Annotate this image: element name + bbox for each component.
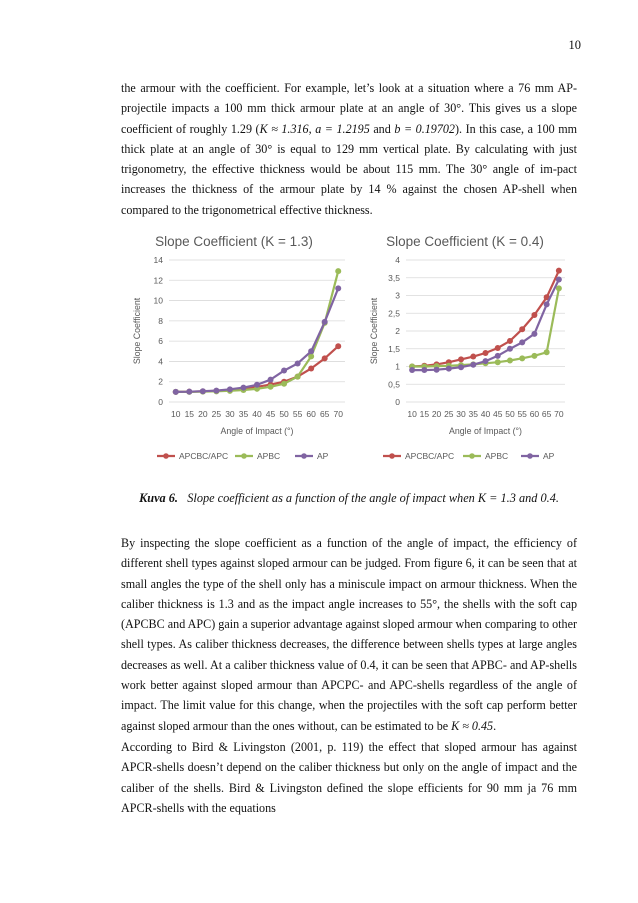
right-chart-data-point — [544, 349, 550, 355]
left-chart-x-tick-label: 25 — [211, 409, 222, 419]
left-chart-legend-marker — [301, 453, 307, 459]
paragraph-1-text-c: and — [369, 121, 395, 136]
right-chart-data-point — [446, 366, 452, 372]
right-chart-y-tick-label: 2 — [395, 326, 400, 336]
right-chart-legend-marker — [469, 453, 475, 459]
right-chart-x-tick-label: 10 — [407, 409, 417, 419]
right-chart-x-axis-label: Angle of Impact (°) — [449, 426, 522, 436]
left-chart-legend-label: AP — [317, 451, 329, 461]
left-chart-data-point — [254, 382, 260, 388]
right-chart-legend-marker — [389, 453, 395, 459]
chart-k-0-4 — [358, 220, 588, 478]
right-chart-legend-label: AP — [543, 451, 555, 461]
right-chart-legend-label: APCBC/APC — [405, 451, 455, 461]
left-chart-legend-marker — [163, 453, 169, 459]
right-chart-x-tick-label: 60 — [529, 409, 540, 419]
left-chart-title: Slope Coefficient (K = 1.3) — [155, 234, 313, 249]
left-chart-data-point — [200, 388, 206, 394]
right-chart-data-point — [409, 367, 415, 373]
left-chart-x-tick-label: 20 — [198, 409, 208, 419]
left-chart-y-tick-label: 4 — [158, 356, 163, 367]
left-chart-x-tick-label: 35 — [238, 409, 249, 419]
right-chart-x-tick-label: 35 — [468, 409, 479, 419]
left-chart-x-tick-label: 60 — [306, 409, 316, 419]
left-chart-data-point — [295, 360, 301, 366]
left-chart-data-point — [240, 385, 246, 391]
left-chart-y-axis-label: Slope Coefficient — [132, 297, 142, 365]
right-chart-data-point — [507, 346, 513, 352]
right-chart-data-point — [519, 339, 525, 345]
right-chart-data-point — [531, 353, 537, 359]
right-chart-data-point — [556, 277, 562, 283]
left-chart-y-tick-label: 2 — [158, 376, 163, 387]
right-chart-data-point — [495, 359, 501, 365]
right-chart-data-point — [434, 367, 440, 373]
left-chart-y-tick-label: 0 — [158, 397, 163, 407]
paragraph-2-text-b: . — [493, 718, 497, 733]
right-chart-data-point — [495, 345, 501, 351]
left-chart-y-tick-label: 8 — [158, 315, 163, 326]
left-chart-data-point — [308, 366, 314, 372]
left-chart-x-tick-label: 15 — [184, 409, 195, 419]
left-chart-x-axis-label: Angle of Impact (°) — [220, 426, 294, 436]
paragraph-2 — [121, 533, 577, 736]
right-chart-legend-label: APBC — [485, 451, 509, 461]
left-chart-data-point — [308, 348, 314, 354]
caption-label: Kuva 6. — [139, 491, 179, 505]
paragraph-1 — [121, 78, 577, 220]
left-chart-x-tick-label: 40 — [252, 409, 262, 419]
right-chart-data-point — [470, 362, 476, 368]
right-chart-x-tick-label: 50 — [505, 409, 515, 419]
right-chart-y-tick-label: 1,5 — [388, 343, 400, 354]
left-chart-data-point — [227, 386, 233, 392]
figure-caption — [121, 489, 577, 507]
paragraph-1-text-d: ). In this case, a 100 mm thick plate at an angle of 30° is equal to 129 mm vertical plate. By calculating with just trigonometry, the effective thickness would be about 115 mm. The 30° angle of im-pact increases the thickness of the armour plate by 14 % against the chosen AP-shell when compared to the trigonometrical effective thickness. — [121, 121, 578, 217]
left-chart-data-point — [268, 384, 274, 390]
right-chart-y-tick-label: 1 — [395, 361, 400, 372]
chart-k-0-4-svg — [358, 220, 588, 478]
right-chart-data-point — [495, 353, 501, 359]
paragraph-1-text-b: , — [308, 121, 316, 136]
right-chart-y-tick-label: 3,5 — [388, 272, 400, 283]
equation-b: b = 0.19702 — [394, 121, 455, 136]
equation-a: a = 1.2195 — [315, 121, 370, 136]
right-chart-y-tick-label: 0,5 — [388, 379, 400, 390]
left-chart-data-point — [335, 285, 341, 291]
left-chart-data-point — [268, 377, 274, 383]
left-chart-data-point — [281, 368, 287, 374]
left-chart-series-line-2 — [176, 288, 338, 392]
equation-k: K ≈ 1.316 — [259, 121, 309, 136]
right-chart-data-point — [421, 367, 427, 373]
left-chart-y-tick-label: 10 — [153, 295, 163, 306]
paragraph-1-text-a: the armour with the coefficient. For example, let’s look at a situation where a 76 mm AP-projectile impacts a 100 mm thick armour plate at an angle of 30°. This gives us a slope coefficient of roughly 1.29 ( — [121, 81, 577, 136]
right-chart-data-point — [507, 357, 513, 363]
right-chart-data-point — [458, 356, 464, 362]
right-chart-x-tick-label: 30 — [456, 409, 466, 419]
right-chart-data-point — [483, 358, 489, 364]
left-chart-x-tick-label: 70 — [333, 409, 343, 419]
right-chart-y-tick-label: 3 — [395, 290, 400, 301]
right-chart-data-point — [544, 301, 550, 307]
left-chart-x-tick-label: 55 — [292, 409, 303, 419]
left-chart-x-tick-label: 30 — [225, 409, 235, 419]
right-chart-x-tick-label: 15 — [419, 409, 430, 419]
left-chart-legend-label: APCBC/APC — [179, 451, 229, 461]
paragraph-3: According to Bird & Livingston (2001, p. 119) the effect that sloped armour has against APCR-shells doesn’t depend on the caliber thickness but only on the angle of impact and the caliber of the shells. Bird & Livingston defined the slope efficients for 90 mm ja 76 mm APCR-shells with the equations — [121, 740, 577, 815]
right-chart-data-point — [483, 350, 489, 356]
right-chart-x-tick-label: 25 — [444, 409, 454, 419]
right-chart-x-tick-label: 40 — [480, 409, 491, 419]
left-chart-data-point — [322, 355, 328, 361]
chart-k-1-3 — [121, 220, 351, 478]
right-chart-x-tick-label: 45 — [492, 409, 503, 419]
left-chart-data-point — [322, 319, 328, 325]
left-chart-y-tick-label: 6 — [158, 336, 163, 347]
left-chart-x-tick-label: 65 — [319, 409, 330, 419]
left-chart-data-point — [335, 268, 341, 274]
right-chart-y-tick-label: 4 — [395, 255, 400, 265]
left-chart-data-point — [335, 343, 341, 349]
left-chart-data-point — [281, 381, 287, 387]
right-chart-y-tick-label: 2,5 — [388, 308, 400, 319]
right-chart-data-point — [531, 312, 537, 318]
right-chart-data-point — [519, 355, 525, 361]
page-number: 10 — [568, 38, 581, 52]
right-chart-x-tick-label: 65 — [541, 409, 552, 419]
left-chart-x-tick-label: 45 — [265, 409, 276, 419]
left-chart-legend-label: APBC — [257, 451, 281, 461]
right-chart-x-tick-label: 20 — [431, 409, 442, 419]
left-chart-data-point — [186, 389, 192, 395]
right-chart-legend-marker — [527, 453, 533, 459]
right-chart-data-point — [507, 338, 513, 344]
right-chart-data-point — [458, 364, 464, 370]
left-chart-y-tick-label: 12 — [153, 275, 163, 286]
right-chart-data-point — [519, 326, 525, 332]
right-chart-y-tick-label: 0 — [395, 397, 400, 407]
right-chart-title: Slope Coefficient (K = 0.4) — [386, 234, 544, 249]
left-chart-x-tick-label: 10 — [171, 409, 181, 419]
left-chart-data-point — [295, 374, 301, 380]
paragraph-2-text-a: By inspecting the slope coefficient as a function of the angle of impact, the efficiency of different shell types against sloped armour can be judged. From figure 6, it can be seen that at small angles the type of the shell only has a miniscule impact on armour thickness. When the caliber thickness is 1.3 and as the impact angle increases to 55°, the shells with the soft cap (APCBC and APC) gain a superior advantage against sloped armour when comparing to other shell types. As caliber thickness decreases, the difference between shells types at large angles decreases as well. At a caliber thickness value of 0.4, it can be seen that APBC- and AP-shells work better against sloped armour than APCPC- and APC-shells regardless of the angle of impact. The limit value for this change, when the projectiles with the soft cap perform better against sloped armour than the ones without, can be estimated to be — [121, 536, 577, 733]
left-chart-legend-marker — [241, 453, 247, 459]
right-chart-y-axis-label: Slope Coefficient — [369, 297, 379, 365]
left-chart-data-point — [173, 389, 179, 395]
left-chart-data-point — [213, 388, 219, 394]
left-chart-y-tick-label: 14 — [153, 255, 163, 265]
left-chart-series-line-1 — [176, 271, 338, 392]
equation-k-limit: K ≈ 0.45 — [451, 718, 494, 733]
caption-text: Slope coefficient as a function of the angle of impact when K = 1.3 and 0.4. — [187, 491, 559, 505]
right-chart-data-point — [531, 331, 537, 337]
right-chart-x-tick-label: 55 — [517, 409, 527, 419]
left-chart-x-tick-label: 50 — [279, 409, 289, 419]
right-chart-x-tick-label: 70 — [554, 409, 564, 419]
chart-k-1-3-svg — [121, 220, 351, 478]
right-chart-data-point — [470, 354, 476, 360]
right-chart-data-point — [556, 268, 562, 274]
